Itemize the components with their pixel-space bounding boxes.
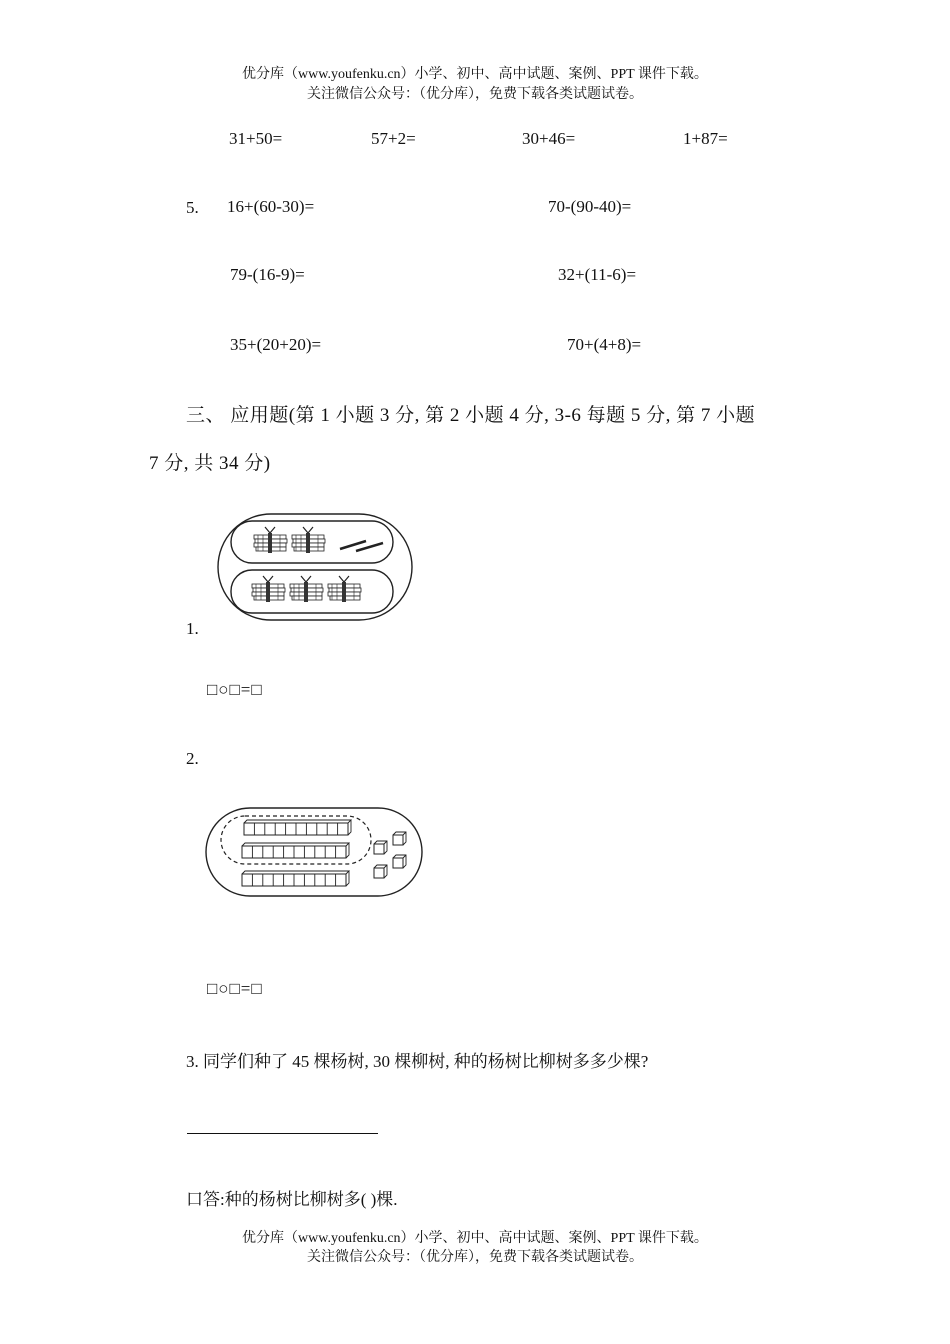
bundle-of-ten-sticks bbox=[290, 576, 323, 602]
equation-item: 70-(90-40)= bbox=[548, 197, 632, 216]
page-header-line-1: 优分库（www.youfenku.cn）小学、初中、高中试题、案例、PPT 课件下载。 bbox=[242, 67, 708, 82]
equation-item: 35+(20+20)= bbox=[230, 335, 322, 354]
answer-line[interactable] bbox=[187, 1133, 378, 1134]
word-problem-question: 3. 同学们种了 45 棵杨树, 30 棵柳树, 种的杨树比柳树多多少棵? bbox=[186, 1052, 649, 1071]
equation-item: 57+2= bbox=[371, 129, 416, 148]
page-footer-line-1: 优分库（www.youfenku.cn）小学、初中、高中试题、案例、PPT 课件下载。 bbox=[242, 1231, 708, 1246]
rod-of-ten-cubes bbox=[244, 820, 351, 835]
bundles-of-sticks-figure bbox=[216, 512, 416, 624]
rod-of-ten-cubes bbox=[242, 843, 349, 858]
rod-of-ten-cubes bbox=[242, 871, 349, 886]
answer-equation-blanks: □○□=□ bbox=[207, 680, 263, 699]
oral-answer-sentence: 口答:种的杨树比柳树多( )棵. bbox=[186, 1190, 398, 1209]
unit-cube bbox=[393, 832, 406, 845]
unit-cube bbox=[393, 855, 406, 868]
bundle-of-ten-sticks bbox=[254, 527, 287, 553]
unit-cube bbox=[374, 841, 387, 854]
equation-item: 70+(4+8)= bbox=[567, 335, 642, 354]
equation-item: 1+87= bbox=[683, 129, 728, 148]
equation-item: 32+(11-6)= bbox=[558, 265, 637, 284]
question-number: 2. bbox=[186, 749, 199, 768]
single-stick bbox=[340, 541, 366, 549]
unit-cube bbox=[374, 865, 387, 878]
bundle-of-ten-sticks bbox=[328, 576, 361, 602]
page-header-line-2: 关注微信公众号：（优分库），免费下载各类试题试卷。 bbox=[307, 87, 643, 102]
equation-item: 30+46= bbox=[522, 129, 576, 148]
section-heading-continued: 7 分, 共 34 分) bbox=[149, 453, 271, 474]
bundle-of-ten-sticks bbox=[292, 527, 325, 553]
tens-rods-and-cubes-figure bbox=[204, 806, 424, 900]
section-heading: 三、 应用题(第 1 小题 3 分, 第 2 小题 4 分, 3-6 每题 5 分, 第 7 小题 bbox=[186, 405, 756, 426]
answer-equation-blanks: □○□=□ bbox=[207, 979, 263, 998]
page-footer-line-2: 关注微信公众号：（优分库），免费下载各类试题试卷。 bbox=[307, 1250, 643, 1265]
equation-item: 31+50= bbox=[229, 129, 283, 148]
equation-item: 16+(60-30)= bbox=[227, 197, 315, 216]
single-stick bbox=[356, 543, 383, 551]
question-number: 5. bbox=[186, 198, 199, 217]
question-number: 1. bbox=[186, 619, 199, 638]
equation-item: 79-(16-9)= bbox=[230, 265, 305, 284]
bundle-of-ten-sticks bbox=[252, 576, 285, 602]
